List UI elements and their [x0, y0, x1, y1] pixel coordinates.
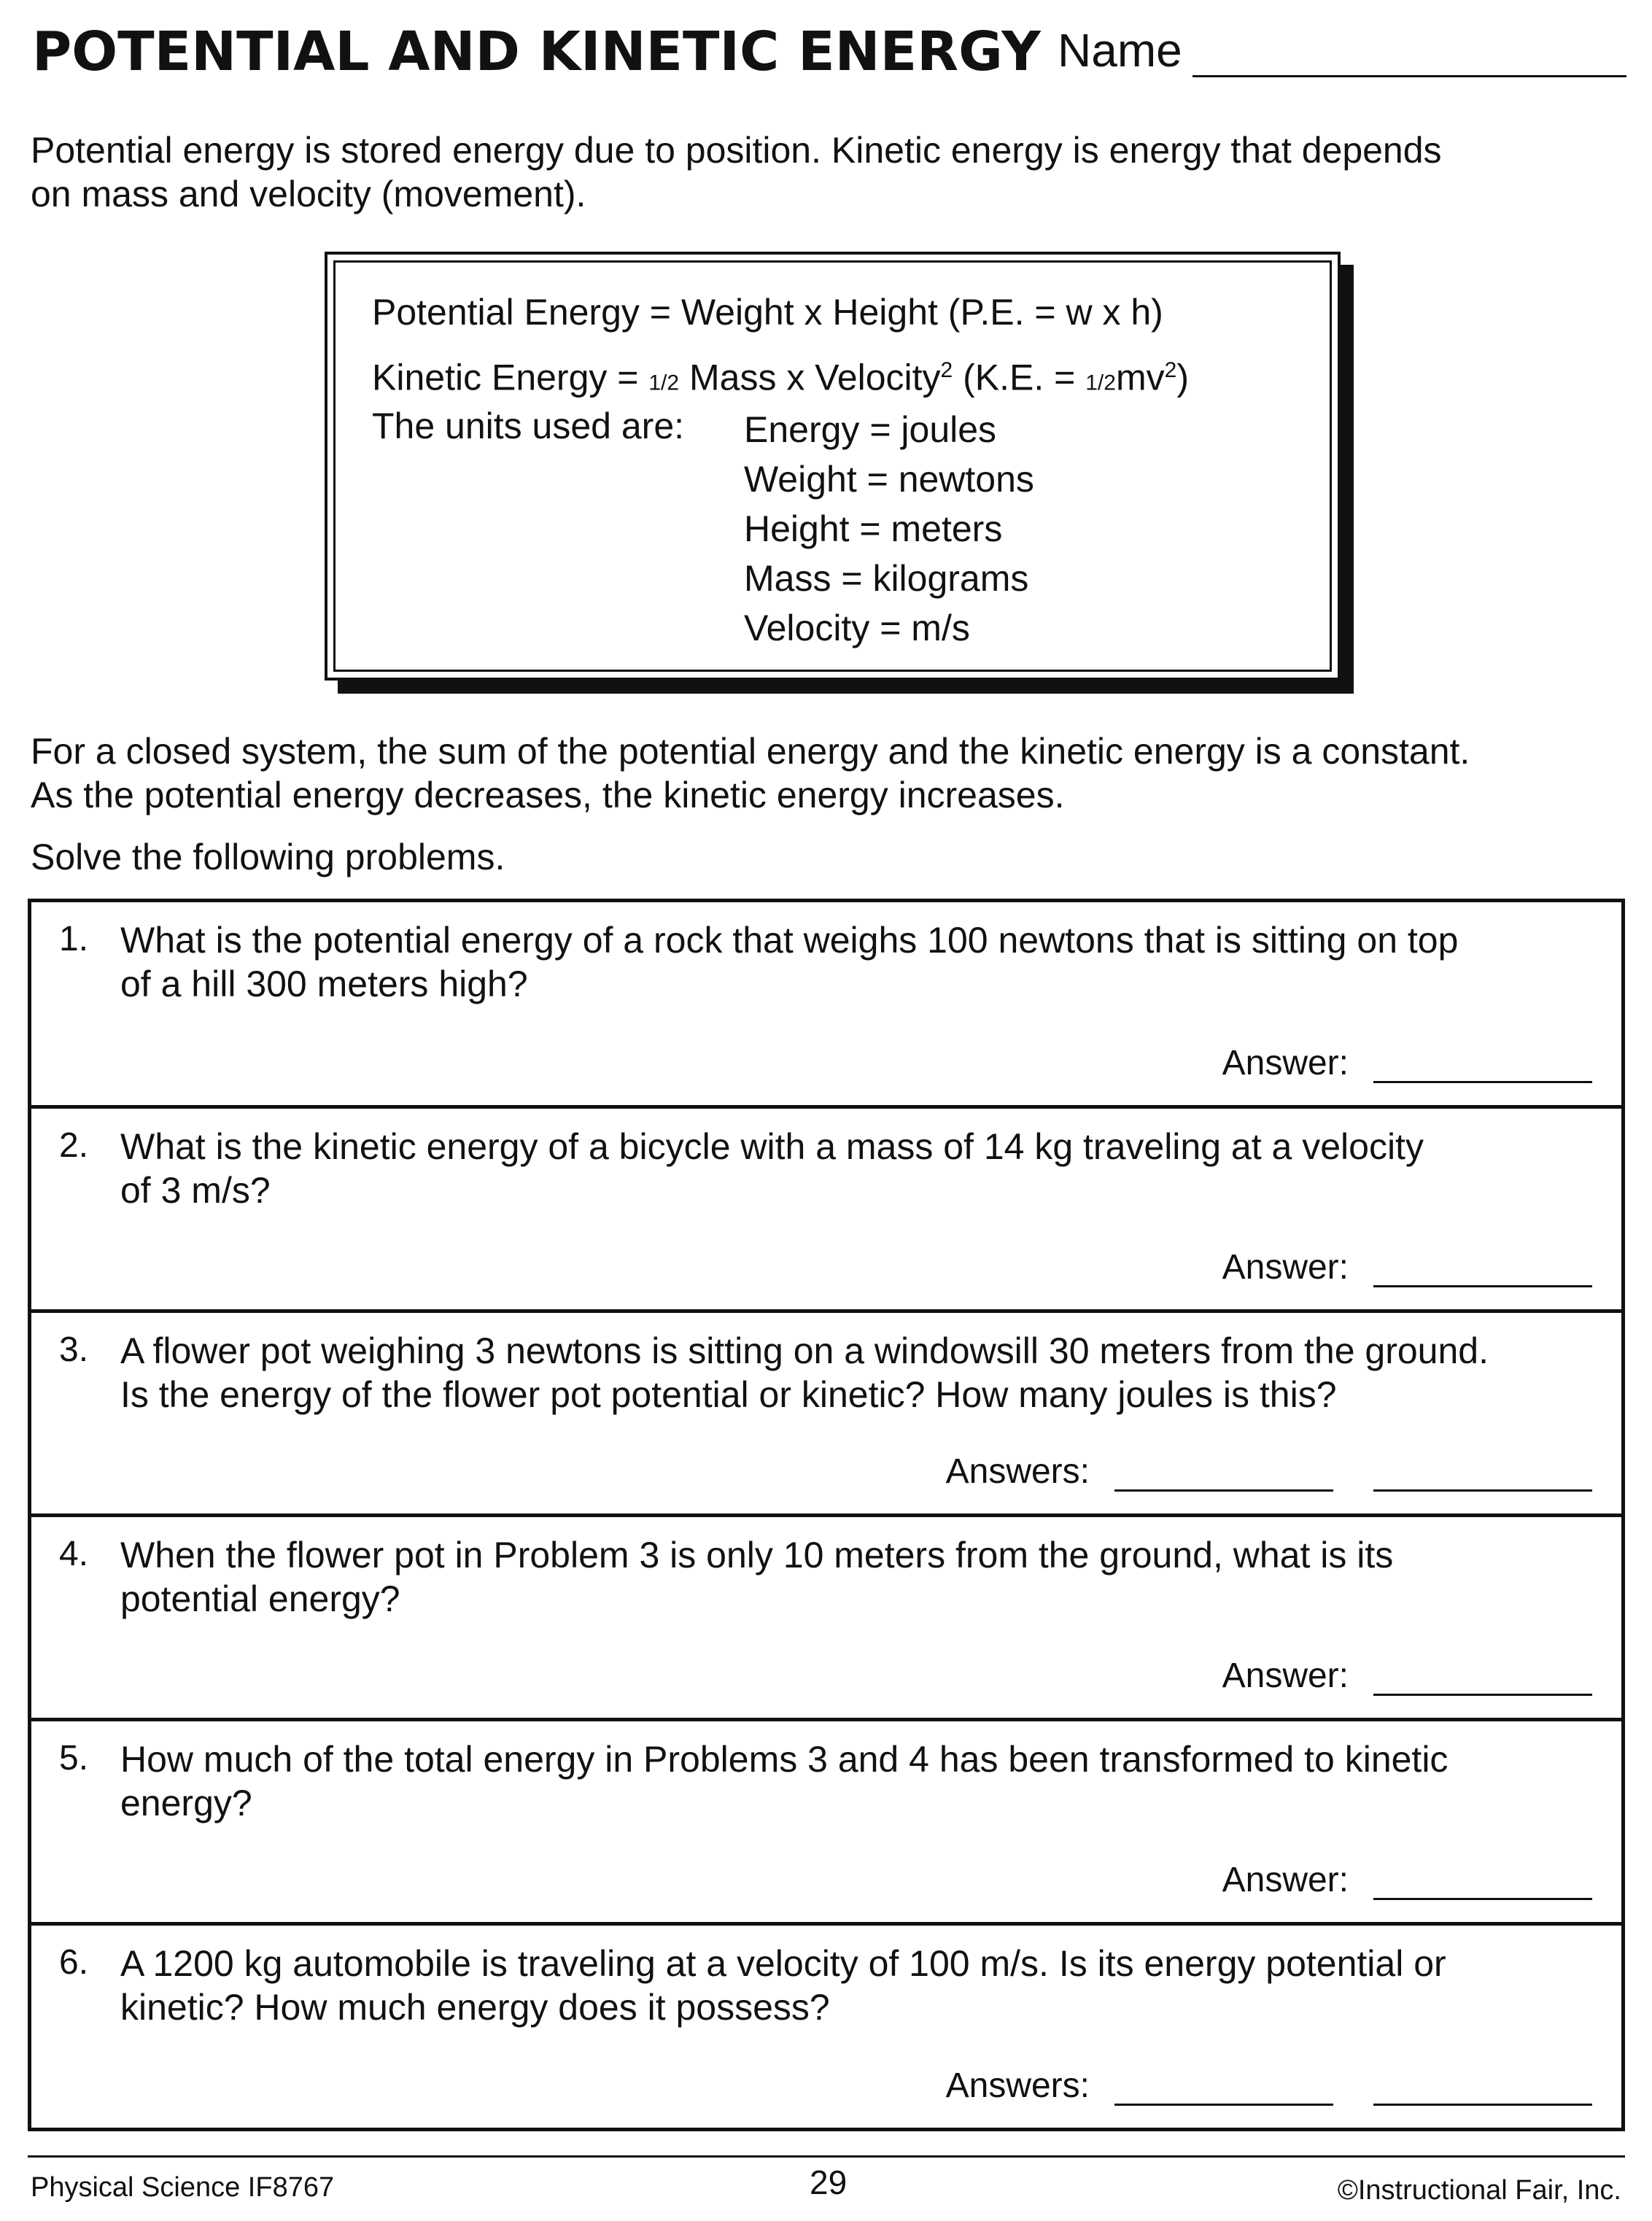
- question-line: A flower pot weighing 3 newtons is sitting on a windowsill 30 meters from the ground.: [120, 1330, 1489, 1371]
- answer-blank[interactable]: [1373, 1869, 1592, 1900]
- ke-squared-2: 2: [1164, 358, 1177, 382]
- answer-blank[interactable]: [1373, 1052, 1592, 1083]
- problem-question: [120, 1533, 1608, 1621]
- answer-blank-2[interactable]: [1373, 1460, 1592, 1492]
- unit-energy: Energy = joules: [744, 409, 997, 450]
- page-title: POTENTIAL AND KINETIC ENERGY: [32, 20, 1041, 83]
- problem-number: 3.: [59, 1330, 89, 1369]
- ke-half-fraction-2: 1/2: [1085, 371, 1116, 395]
- formula-box: [325, 252, 1341, 681]
- footer-book-code: Physical Science IF8767: [31, 2172, 335, 2203]
- footer-rule: [28, 2155, 1625, 2158]
- name-blank-line[interactable]: [1193, 34, 1626, 77]
- instructions: Solve the following problems.: [31, 837, 505, 877]
- closed-system-line-1: For a closed system, the sum of the potential energy and the kinetic energy is a constant.: [31, 731, 1470, 772]
- problems-table: [28, 899, 1625, 2131]
- problem-question: [120, 1737, 1608, 1825]
- question-line: When the flower pot in Problem 3 is only 10 meters from the ground, what is its: [120, 1535, 1394, 1575]
- question-line: How much of the total energy in Problems 3 and 4 has been transformed to kinetic: [120, 1739, 1449, 1780]
- problem-number: 1.: [59, 920, 89, 958]
- answer-label: Answer:: [1222, 1656, 1349, 1695]
- answer-blank[interactable]: [1373, 1664, 1592, 1696]
- ke-paren-open: (K.E. =: [953, 357, 1086, 398]
- answer-blank-1[interactable]: [1114, 1460, 1333, 1492]
- answer-label: Answers:: [945, 2066, 1090, 2105]
- answer-label: Answers:: [945, 1452, 1090, 1491]
- ke-prefix: Kinetic Energy =: [372, 357, 649, 398]
- problem-number: 2.: [59, 1126, 89, 1165]
- problem-row: [31, 902, 1621, 1109]
- problem-question: [120, 918, 1608, 1006]
- problem-number: 4.: [59, 1535, 89, 1573]
- question-line: Is the energy of the flower pot potential or kinetic? How many joules is this?: [120, 1374, 1337, 1415]
- question-line: What is the potential energy of a rock that weighs 100 newtons that is sitting on top: [120, 920, 1459, 961]
- kinetic-energy-formula: [372, 349, 1189, 406]
- problem-row: [31, 1109, 1621, 1313]
- name-label: Name: [1058, 24, 1182, 77]
- footer-copyright: ©Instructional Fair, Inc.: [1337, 2175, 1621, 2206]
- name-field: [1058, 19, 1626, 77]
- units-label: The units used are:: [372, 406, 685, 446]
- question-line: energy?: [120, 1783, 252, 1823]
- page-number: 29: [810, 2163, 848, 2201]
- ke-paren-close: ): [1176, 357, 1189, 398]
- ke-half-fraction: 1/2: [648, 371, 680, 395]
- closed-system-line-2: As the potential energy decreases, the kinetic energy increases.: [31, 775, 1065, 815]
- units-list: [744, 405, 1034, 653]
- unit-velocity: Velocity = m/s: [744, 608, 970, 648]
- unit-height: Height = meters: [744, 508, 1003, 549]
- question-line: A 1200 kg automobile is traveling at a velocity of 100 m/s. Is its energy potential or: [120, 1943, 1446, 1984]
- formula-box-inner-border: [333, 260, 1332, 672]
- unit-weight: Weight = newtons: [744, 459, 1034, 500]
- question-line: of 3 m/s?: [120, 1170, 271, 1211]
- intro-line-2: on mass and velocity (movement).: [31, 174, 586, 214]
- problem-row: [31, 1313, 1621, 1517]
- potential-energy-formula: Potential Energy = Weight x Height (P.E. = w x h): [372, 292, 1163, 333]
- answer-area: [1222, 1860, 1592, 1900]
- answer-area: [1222, 1247, 1592, 1287]
- intro-line-1: Potential energy is stored energy due to position. Kinetic energy is energy that depends: [31, 130, 1442, 171]
- answer-blank-1[interactable]: [1114, 2074, 1333, 2106]
- answer-area: [1222, 1656, 1592, 1696]
- unit-mass: Mass = kilograms: [744, 558, 1029, 599]
- intro-paragraph: [31, 128, 1635, 216]
- question-line: of a hill 300 meters high?: [120, 964, 528, 1004]
- ke-mv: mv: [1115, 357, 1165, 398]
- answer-blank-2[interactable]: [1373, 2074, 1592, 2106]
- closed-system-paragraph: [31, 729, 1635, 817]
- answer-blank[interactable]: [1373, 1256, 1592, 1287]
- question-line: What is the kinetic energy of a bicycle with a mass of 14 kg traveling at a velocity: [120, 1126, 1424, 1167]
- ke-mass-velocity: Mass x Velocity: [679, 357, 941, 398]
- answer-area: [946, 1451, 1592, 1492]
- problem-row: [31, 1926, 1621, 2128]
- problem-question: [120, 1125, 1608, 1212]
- problem-question: [120, 1329, 1608, 1416]
- question-line: kinetic? How much energy does it possess?: [120, 1987, 830, 2028]
- problem-number: 6.: [59, 1943, 89, 1982]
- question-line: potential energy?: [120, 1578, 400, 1619]
- answer-area: [1222, 1043, 1592, 1083]
- answer-label: Answer:: [1222, 1044, 1349, 1082]
- problem-row: [31, 1517, 1621, 1721]
- answer-area: [946, 2066, 1592, 2106]
- problem-question: [120, 1942, 1608, 2029]
- problem-row: [31, 1721, 1621, 1926]
- problem-number: 5.: [59, 1739, 89, 1778]
- ke-squared: 2: [940, 358, 953, 382]
- answer-label: Answer:: [1222, 1861, 1349, 1899]
- answer-label: Answer:: [1222, 1248, 1349, 1287]
